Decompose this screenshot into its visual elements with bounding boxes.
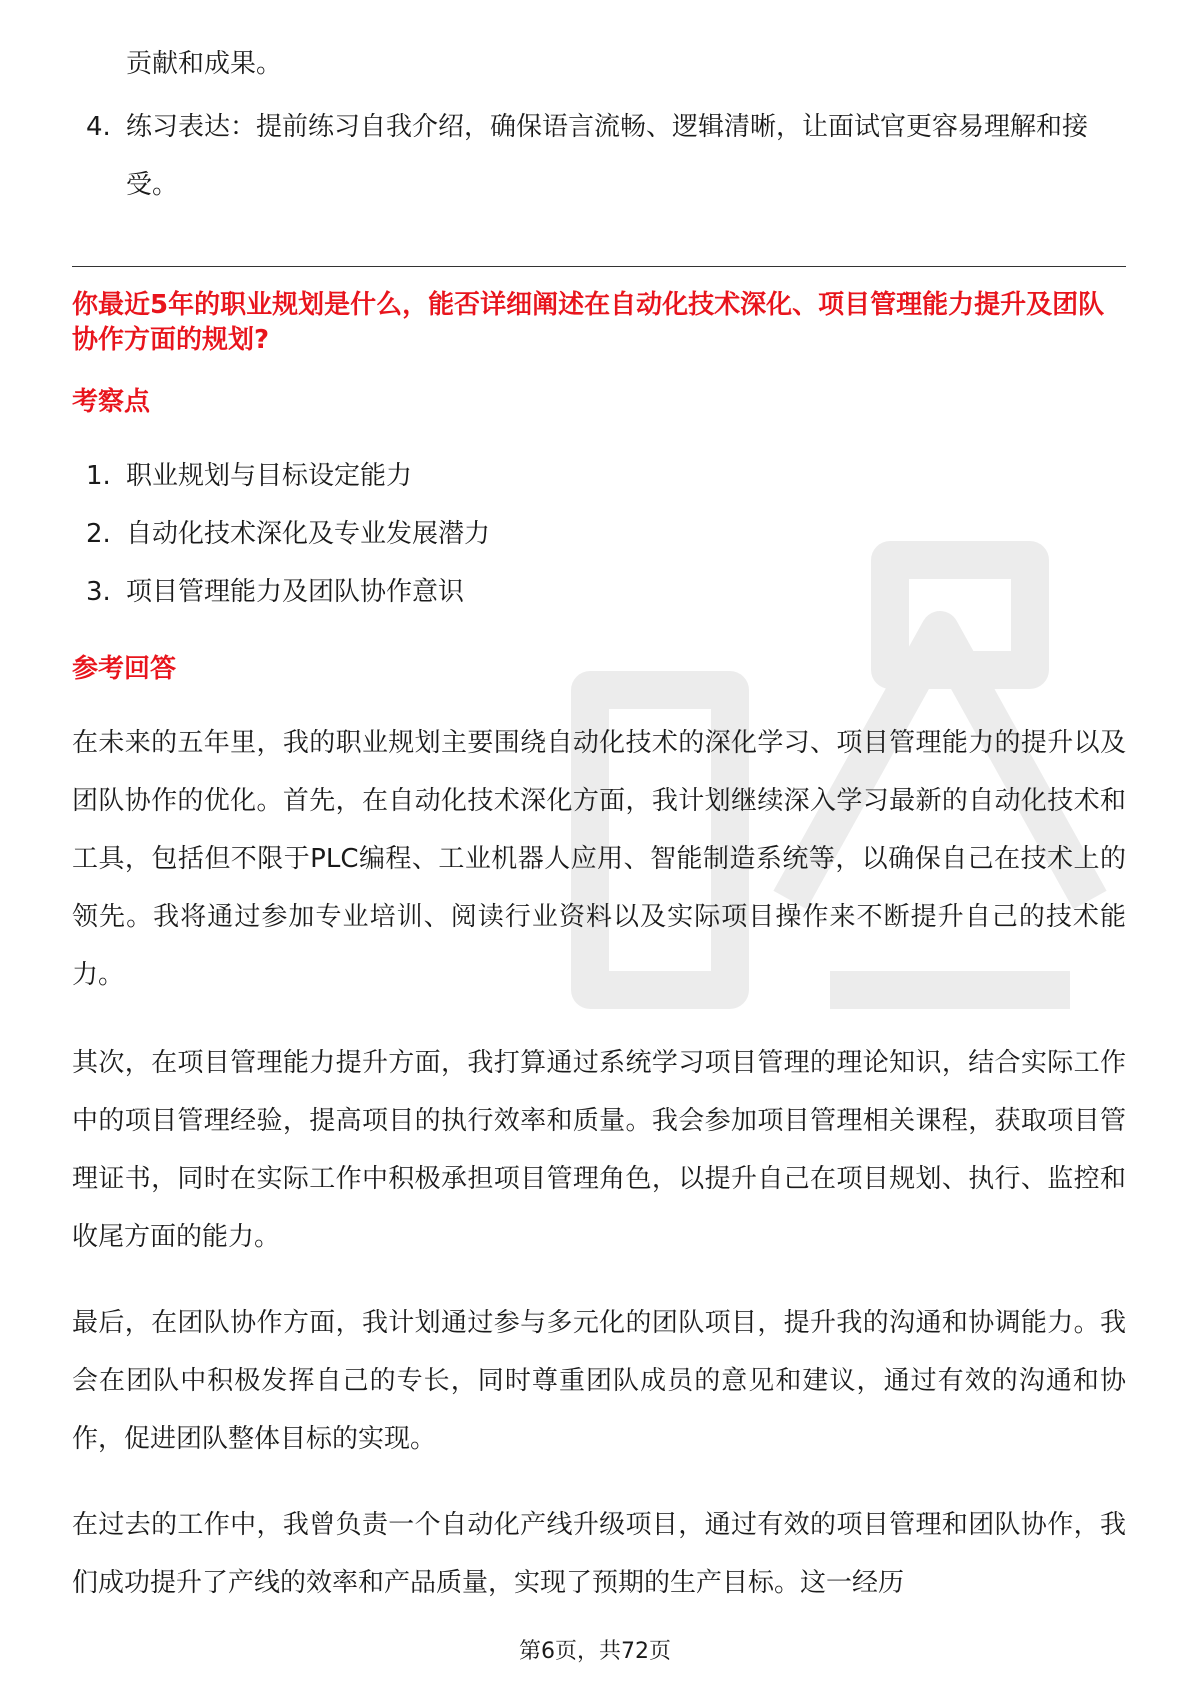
list-number: 2. — [86, 519, 111, 549]
list-text: 项目管理能力及团队协作意识 — [126, 577, 465, 607]
list-number: 1. — [86, 461, 111, 491]
continuation-text: 贡献和成果。 — [126, 49, 283, 79]
answer-paragraph: 其次，在项目管理能力提升方面，我打算通过系统学习项目管理的理论知识，结合实际工作中的项目管理经验，提高项目的执行效率和质量。我会参加项目管理相关课程，获取项目管理证书，同时在实际工作中积极承担项目管理角色，以提升自己在项目规划、执行、监控和收尾方面的能力。 — [72, 1048, 1126, 1252]
list-item — [0, 563, 1190, 621]
kaocha-heading: 考察点 — [72, 387, 151, 417]
list-item — [0, 505, 1190, 563]
page-number-footer: 第6页，共72页 — [519, 1639, 671, 1664]
answer-paragraph: 在过去的工作中，我曾负责一个自动化产线升级项目，通过有效的项目管理和团队协作，我们成功提升了产线的效率和产品质量，实现了预期的生产目标。这一经历 — [72, 1510, 1126, 1598]
section-divider — [72, 266, 1126, 267]
list-number: 4. — [86, 112, 111, 142]
answer-paragraph: 在未来的五年里，我的职业规划主要围绕自动化技术的深化学习、项目管理能力的提升以及团队协作的优化。首先，在自动化技术深化方面，我计划继续深入学习最新的自动化技术和工具，包括但不限于PLC编程、工业机器人应用、智能制造系统等，以确保自己在技术上的领先。我将通过参加专业培训、阅读行业资料以及实际项目操作来不断提升自己的技术能力。 — [72, 728, 1126, 990]
list-text: 职业规划与目标设定能力 — [126, 461, 413, 491]
list-item — [0, 98, 1190, 214]
answer-heading: 参考回答 — [72, 654, 177, 684]
list-item — [0, 447, 1190, 505]
list-number: 3. — [86, 577, 111, 607]
kaocha-points-list — [0, 447, 1190, 621]
list-text: 自动化技术深化及专业发展潜力 — [126, 519, 491, 549]
tips-list — [0, 98, 1190, 214]
answer-paragraph: 最后，在团队协作方面，我计划通过参与多元化的团队项目，提升我的沟通和协调能力。我会在团队中积极发挥自己的专长，同时尊重团队成员的意见和建议，通过有效的沟通和协作，促进团队整体目标的实现。 — [72, 1308, 1126, 1454]
list-text: 练习表达：提前练习自我介绍，确保语言流畅、逻辑清晰，让面试官更容易理解和接受。 — [126, 112, 1089, 200]
question-title: 你最近5年的职业规划是什么，能否详细阐述在自动化技术深化、项目管理能力提升及团队协作方面的规划? — [72, 290, 1105, 355]
